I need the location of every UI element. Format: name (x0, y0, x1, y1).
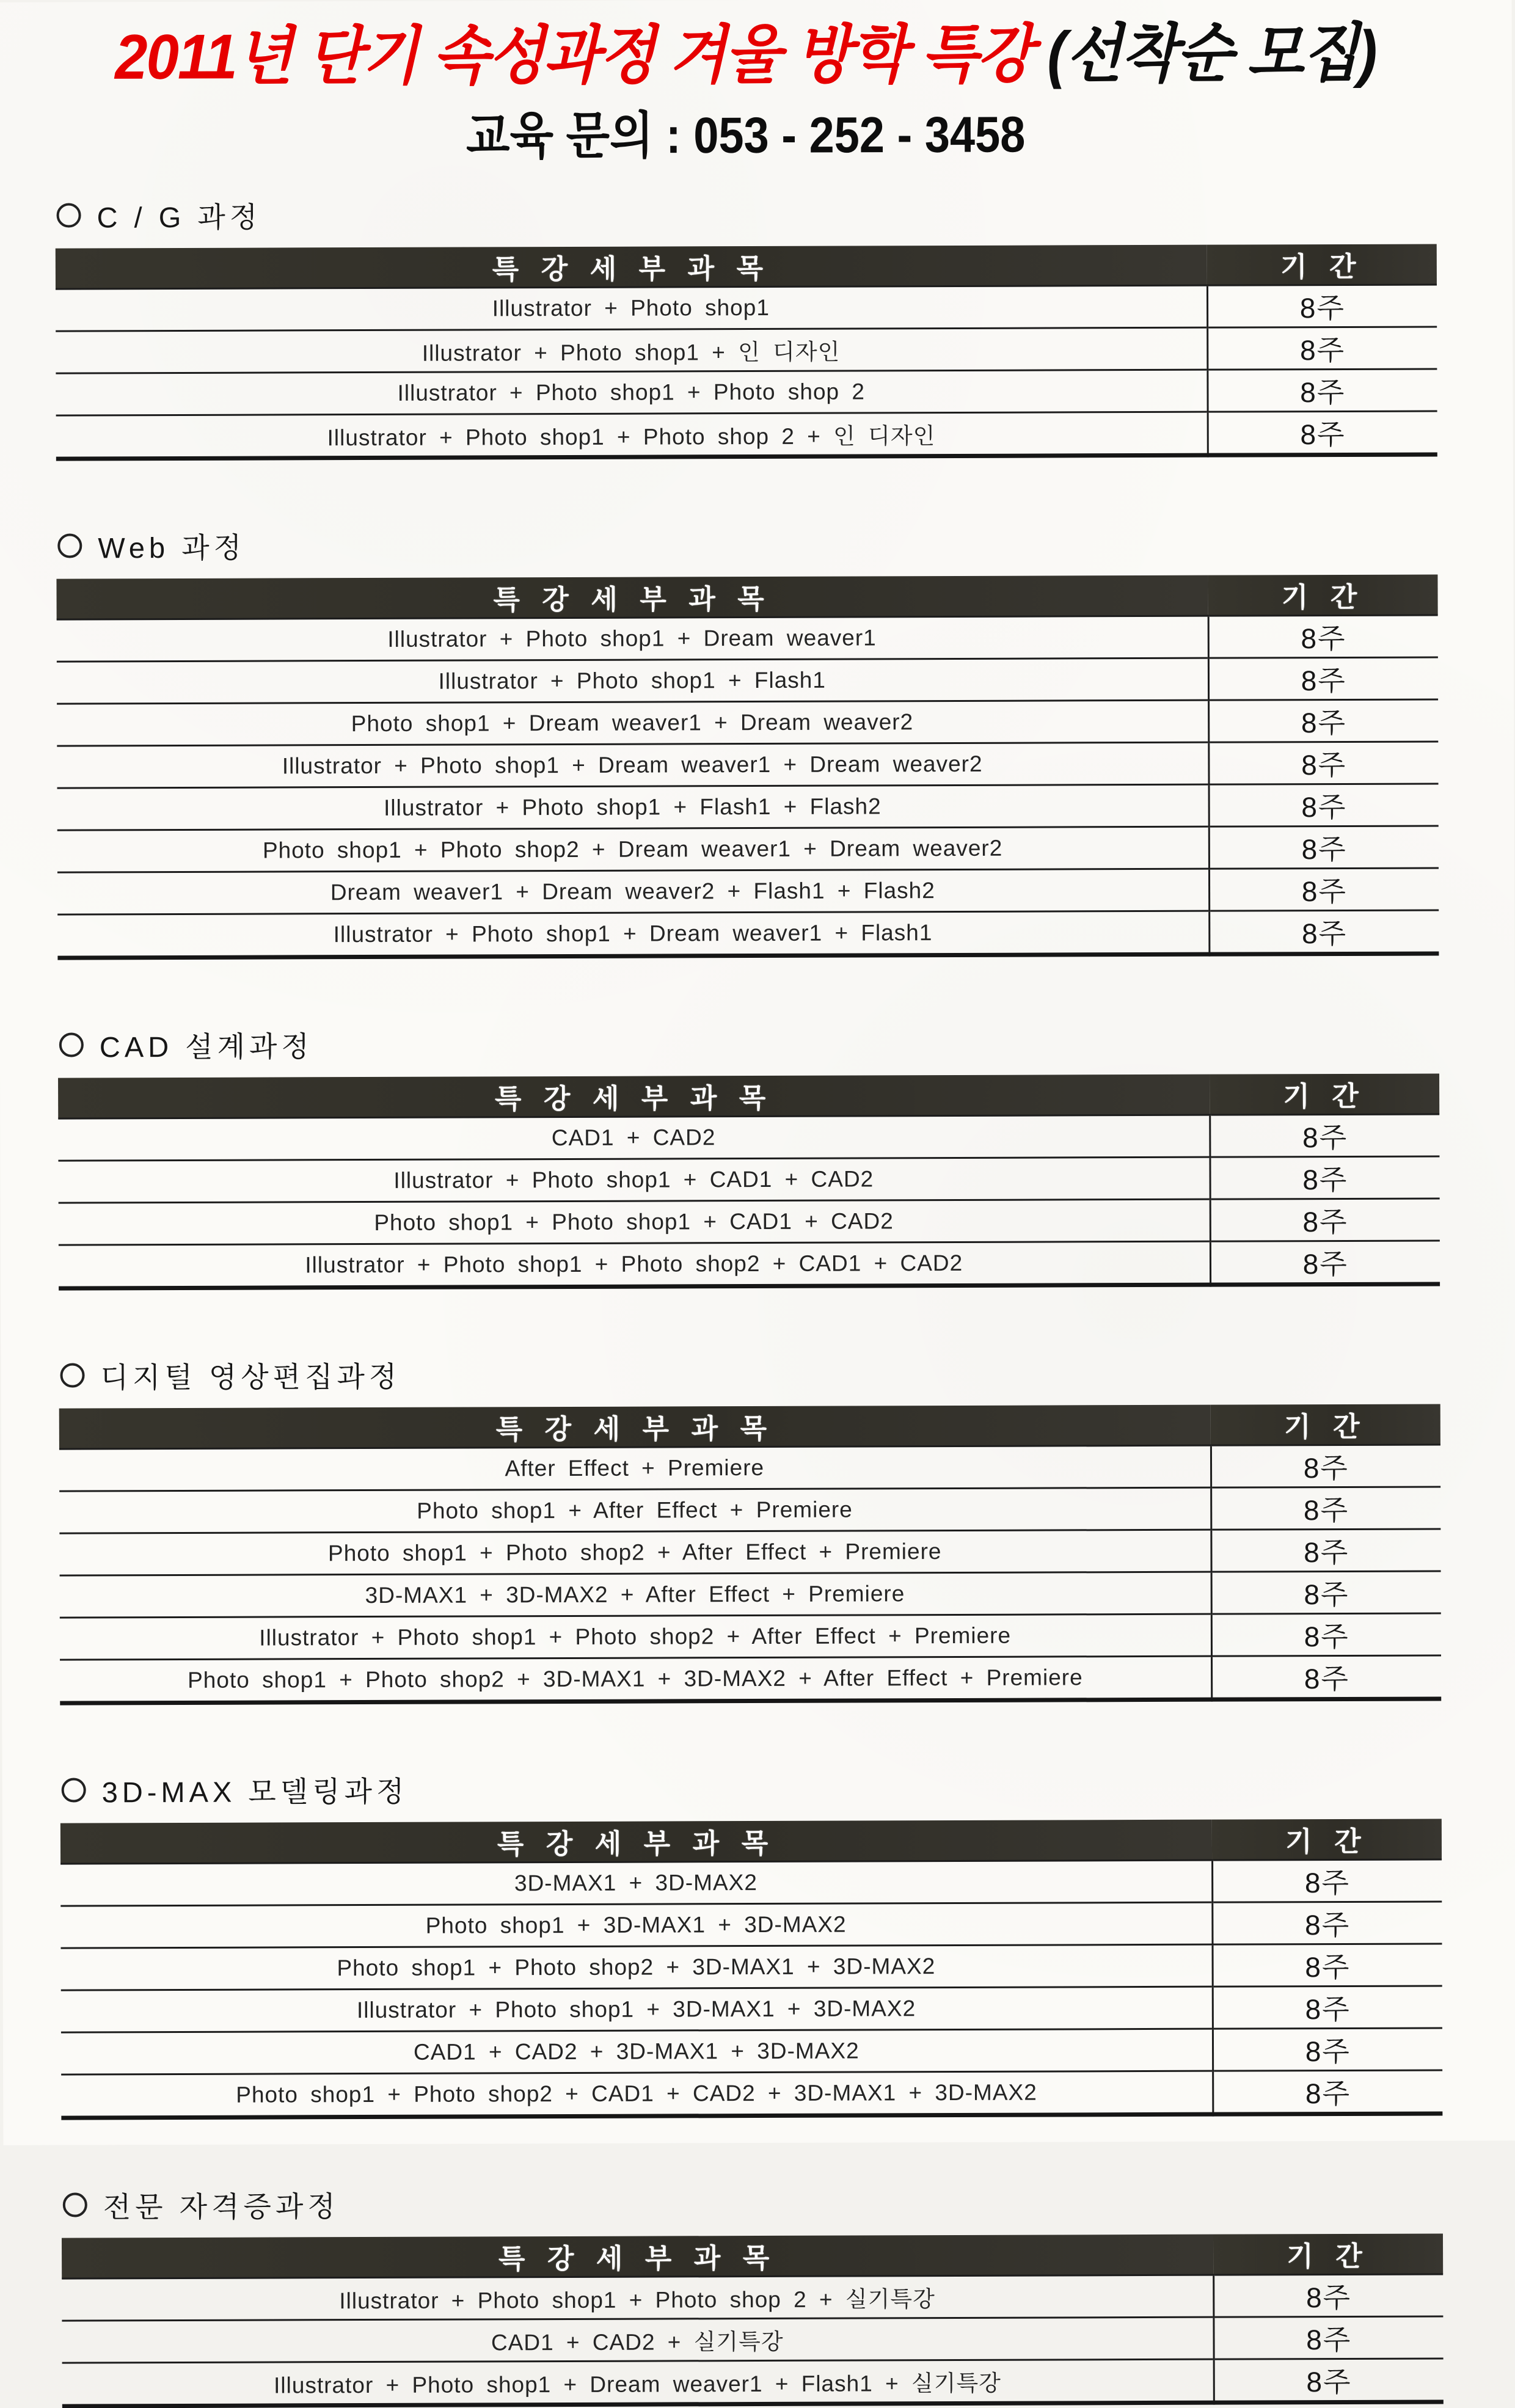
circle-bullet-icon (60, 1363, 84, 1388)
table-row (56, 285, 1437, 331)
course-duration: 8주 (1208, 411, 1437, 455)
course-duration: 8주 (1210, 1114, 1439, 1157)
course-subject: Illustrator + Photo shop1 + Dream weaver1 (57, 616, 1208, 662)
course-subject: CAD1 + CAD2 + 3D-MAX1 + 3D-MAX2 (61, 2029, 1213, 2074)
table-header-row (59, 1404, 1440, 1449)
course-duration: 8주 (1211, 1487, 1440, 1530)
course-duration: 8주 (1208, 615, 1438, 658)
table-row (57, 742, 1438, 788)
table-row (60, 1655, 1441, 1703)
course-subject: Illustrator + Photo shop1 + Dream weaver1 + Flash1 (57, 911, 1209, 958)
section-title (63, 2180, 1443, 2225)
table-row (59, 1241, 1440, 1288)
column-header-subject: 특 강 세 부 과 목 (59, 1404, 1211, 1448)
table-row (61, 2070, 1442, 2118)
table-row (62, 2274, 1443, 2321)
table-header-row (60, 1819, 1442, 1864)
section-name: 3D-MAX 모델링과정 (101, 1775, 409, 1808)
course-table (56, 244, 1437, 461)
course-subject: Illustrator + Photo shop1 + Dream weaver1 + Dream weaver2 (57, 742, 1208, 788)
course-duration: 8주 (1209, 784, 1439, 826)
section-title (60, 1351, 1440, 1396)
course-subject: After Effect + Premiere (59, 1445, 1211, 1491)
course-table (59, 1404, 1442, 1705)
course-table (60, 1819, 1443, 2120)
column-header-subject: 특 강 세 부 과 목 (58, 1074, 1210, 1118)
course-duration: 8주 (1212, 1902, 1442, 1944)
course-duration: 8주 (1208, 699, 1438, 742)
table-row (57, 784, 1439, 830)
course-subject: Photo shop1 + Photo shop1 + CAD1 + CAD2 (59, 1199, 1210, 1245)
section-title (62, 1765, 1442, 1811)
page-title (55, 18, 1436, 92)
course-duration: 8주 (1208, 742, 1438, 784)
section-title (59, 1020, 1439, 1065)
column-header-duration: 기 간 (1212, 1819, 1442, 1860)
course-subject: Illustrator + Photo shop1 (56, 285, 1207, 331)
table-row (62, 2316, 1443, 2363)
circle-bullet-icon (63, 2193, 87, 2217)
course-subject: Photo shop1 + Photo shop2 + Dream weaver1 + Dream weaver2 (57, 826, 1209, 872)
course-section (58, 1020, 1440, 1290)
course-duration: 8주 (1210, 1199, 1440, 1241)
table-row (61, 2028, 1442, 2074)
course-subject: Illustrator + Photo shop1 + 인 디자인 (56, 327, 1207, 373)
course-subject: Photo shop1 + 3D-MAX1 + 3D-MAX2 (60, 1902, 1212, 1948)
column-header-duration: 기 간 (1213, 2233, 1443, 2275)
course-sections (55, 191, 1443, 2408)
course-subject: Illustrator + Photo shop1 + Photo shop 2 (56, 370, 1207, 415)
course-subject: Illustrator + Photo shop1 + 3D-MAX1 + 3D-MAX2 (61, 1987, 1213, 2032)
course-subject: Photo shop1 + Photo shop2 + 3D-MAX1 + 3D-MAX2 (61, 1944, 1213, 1990)
course-duration: 8주 (1213, 2274, 1443, 2317)
course-subject: Illustrator + Photo shop1 + Photo shop2 + CAD1 + CAD2 (59, 1241, 1210, 1288)
column-header-subject: 특 강 세 부 과 목 (56, 575, 1208, 619)
table-row (58, 1114, 1439, 1161)
section-title (57, 521, 1437, 566)
table-row (59, 1529, 1440, 1575)
course-subject: Photo shop1 + Photo shop2 + After Effect + Premiere (59, 1530, 1211, 1575)
circle-bullet-icon (57, 203, 81, 228)
section-title (56, 191, 1436, 236)
table-row (56, 411, 1437, 459)
course-subject: Illustrator + Photo shop1 + Dream weaver1 + Flash1 + 실기특강 (62, 2359, 1214, 2406)
course-duration: 8주 (1211, 1529, 1440, 1572)
course-duration: 8주 (1213, 2028, 1442, 2071)
course-duration: 8주 (1213, 2070, 1442, 2114)
column-header-duration: 기 간 (1211, 1404, 1440, 1445)
section-name: C / G 과정 (97, 200, 262, 233)
table-row (61, 1986, 1442, 2032)
course-subject: Photo shop1 + Photo shop2 + 3D-MAX1 + 3D-MAX2 + After Effect + Premiere (60, 1656, 1211, 1703)
course-duration: 8주 (1212, 1944, 1442, 1987)
course-subject: Photo shop1 + Photo shop2 + CAD1 + CAD2 + 3D-MAX1 + 3D-MAX2 (61, 2071, 1213, 2118)
course-section (56, 521, 1439, 960)
course-subject: Illustrator + Photo shop1 + Photo shop2 + After Effect + Premiere (60, 1614, 1211, 1660)
course-subject: Illustrator + Photo shop1 + Photo shop 2 + 인 디자인 (56, 412, 1208, 459)
column-header-duration: 기 간 (1208, 574, 1437, 616)
course-subject: Illustrator + Photo shop1 + Flash1 (57, 658, 1208, 704)
course-duration: 8주 (1209, 826, 1439, 869)
table-header-row (58, 1073, 1439, 1118)
page-title-main: 2011년 단기 속성과정 겨울 방학 특강 (114, 19, 1048, 93)
column-header-subject: 특 강 세 부 과 목 (60, 1819, 1212, 1863)
course-duration: 8주 (1209, 868, 1439, 911)
table-row (60, 1902, 1442, 1948)
page-title-note: (선착순 모집) (1046, 18, 1376, 90)
course-subject: Dream weaver1 + Dream weaver2 + Flash1 + Flash2 (57, 869, 1209, 914)
section-name: 전문 자격증과정 (103, 2189, 340, 2223)
table-row (59, 1487, 1440, 1533)
course-duration: 8주 (1214, 2359, 1444, 2403)
table-row (57, 868, 1439, 914)
column-header-duration: 기 간 (1207, 244, 1437, 285)
course-duration: 8주 (1213, 2316, 1443, 2359)
course-subject: Illustrator + Photo shop1 + CAD1 + CAD2 (58, 1157, 1210, 1203)
table-row (62, 2359, 1444, 2406)
course-duration: 8주 (1207, 285, 1437, 327)
course-duration: 8주 (1210, 1241, 1440, 1285)
course-duration: 8주 (1208, 657, 1438, 700)
course-duration: 8주 (1207, 369, 1437, 412)
table-row (59, 1199, 1440, 1245)
course-duration: 8주 (1213, 1986, 1442, 2029)
course-subject: 3D-MAX1 + 3D-MAX2 (60, 1860, 1212, 1906)
table-row (57, 615, 1438, 662)
course-subject: Illustrator + Photo shop1 + Photo shop 2 + 실기특강 (62, 2275, 1213, 2321)
course-duration: 8주 (1211, 1655, 1441, 1699)
table-row (56, 327, 1437, 373)
table-row (60, 1613, 1441, 1660)
table-row (59, 1445, 1440, 1491)
table-row (60, 1859, 1442, 1906)
contact-phone-line: 교육 문의 : 053 - 252 - 3458 (465, 105, 1026, 164)
course-section (55, 191, 1437, 461)
table-row (61, 1944, 1442, 1990)
course-table (56, 574, 1439, 960)
course-duration: 8주 (1210, 1156, 1439, 1199)
table-header-row (56, 244, 1437, 289)
course-table (62, 2233, 1444, 2408)
course-duration: 8주 (1212, 1859, 1442, 1902)
table-row (57, 826, 1439, 872)
course-duration: 8주 (1211, 1445, 1440, 1487)
section-name: CAD 설계과정 (99, 1029, 313, 1063)
table-row (56, 369, 1437, 415)
course-subject: Photo shop1 + Dream weaver1 + Dream weaver2 (57, 700, 1208, 746)
circle-bullet-icon (59, 1033, 84, 1057)
course-section (59, 1351, 1441, 1705)
table-row (60, 1571, 1441, 1618)
course-section (62, 2180, 1444, 2408)
course-subject: Illustrator + Photo shop1 + Flash1 + Flash2 (57, 784, 1209, 830)
circle-bullet-icon (57, 534, 82, 558)
table-row (57, 657, 1438, 704)
course-subject: CAD1 + CAD2 + 실기특강 (62, 2317, 1213, 2363)
column-header-subject: 특 강 세 부 과 목 (62, 2234, 1213, 2278)
course-subject: Photo shop1 + After Effect + Premiere (59, 1487, 1211, 1533)
table-row (58, 1156, 1439, 1203)
course-duration: 8주 (1209, 910, 1439, 954)
course-section (60, 1765, 1443, 2120)
table-header-row (56, 574, 1437, 619)
circle-bullet-icon (62, 1778, 86, 1803)
table-row (57, 699, 1438, 746)
section-name: Web 과정 (98, 531, 246, 564)
column-header-subject: 특 강 세 부 과 목 (56, 244, 1207, 288)
course-duration: 8주 (1211, 1571, 1441, 1614)
course-duration: 8주 (1211, 1613, 1441, 1656)
course-table (58, 1073, 1440, 1290)
table-row (57, 910, 1439, 958)
column-header-duration: 기 간 (1210, 1073, 1439, 1115)
course-subject: CAD1 + CAD2 (58, 1115, 1210, 1161)
course-subject: 3D-MAX1 + 3D-MAX2 + After Effect + Premiere (60, 1572, 1211, 1618)
course-duration: 8주 (1207, 327, 1437, 370)
table-header-row (62, 2233, 1443, 2278)
section-name: 디지털 영상편집과정 (100, 1360, 401, 1393)
